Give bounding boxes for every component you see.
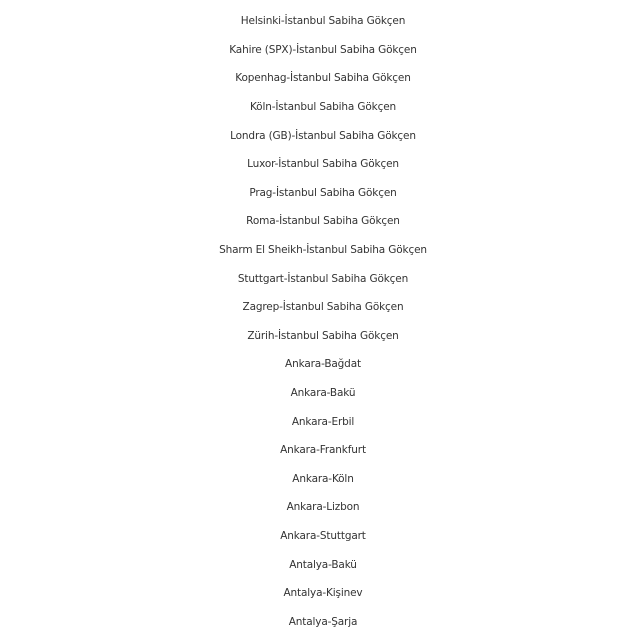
route-link-ankara-bagdat[interactable]: Ankara-Bağdat: [285, 358, 361, 371]
route-link-roma-sabiha-gokcen[interactable]: Roma-İstanbul Sabiha Gökçen: [246, 215, 400, 228]
route-link-luxor-sabiha-gokcen[interactable]: Luxor-İstanbul Sabiha Gökçen: [247, 158, 399, 171]
route-link-kahire-spx-sabiha-gokcen[interactable]: Kahire (SPX)-İstanbul Sabiha Gökçen: [229, 43, 417, 56]
route-link-koln-sabiha-gokcen[interactable]: Köln-İstanbul Sabiha Gökçen: [249, 101, 397, 114]
route-link-stuttgart-sabiha-gokcen[interactable]: Stuttgart-İstanbul Sabiha Gökçen: [237, 272, 409, 285]
route-link-sharm-el-sheikh-sabiha-gokcen[interactable]: Sharm El Sheikh-İstanbul Sabiha Gökçen: [219, 244, 427, 257]
route-link-antalya-kisinev[interactable]: Antalya-Kişinev: [283, 587, 363, 600]
route-link-ankara-erbil[interactable]: Ankara-Erbil: [291, 415, 355, 428]
route-link-zurih-sabiha-gokcen[interactable]: Zürih-İstanbul Sabiha Gökçen: [247, 329, 399, 342]
route-link-prag-sabiha-gokcen[interactable]: Prag-İstanbul Sabiha Gökçen: [249, 186, 397, 199]
route-link-antalya-baku[interactable]: Antalya-Bakü: [289, 558, 357, 571]
route-link-ankara-stuttgart[interactable]: Ankara-Stuttgart: [280, 529, 366, 542]
route-link-ankara-baku[interactable]: Ankara-Bakü: [290, 387, 356, 400]
route-link-kopenhag-sabiha-gokcen[interactable]: Kopenhag-İstanbul Sabiha Gökçen: [235, 72, 411, 85]
route-link-ankara-frankfurt[interactable]: Ankara-Frankfurt: [280, 444, 366, 457]
route-link-zagrep-sabiha-gokcen[interactable]: Zagrep-İstanbul Sabiha Gökçen: [242, 301, 404, 314]
route-link-antalya-sarja[interactable]: Antalya-Şarja: [288, 615, 358, 628]
route-link-ankara-lizbon[interactable]: Ankara-Lizbon: [286, 501, 360, 514]
route-link-helsinki-sabiha-gokcen[interactable]: Helsinki-İstanbul Sabiha Gökçen: [240, 15, 406, 28]
route-link-londra-gb-sabiha-gokcen[interactable]: Londra (GB)-İstanbul Sabiha Gökçen: [230, 129, 416, 142]
route-link-ankara-koln[interactable]: Ankara-Köln: [292, 472, 354, 485]
